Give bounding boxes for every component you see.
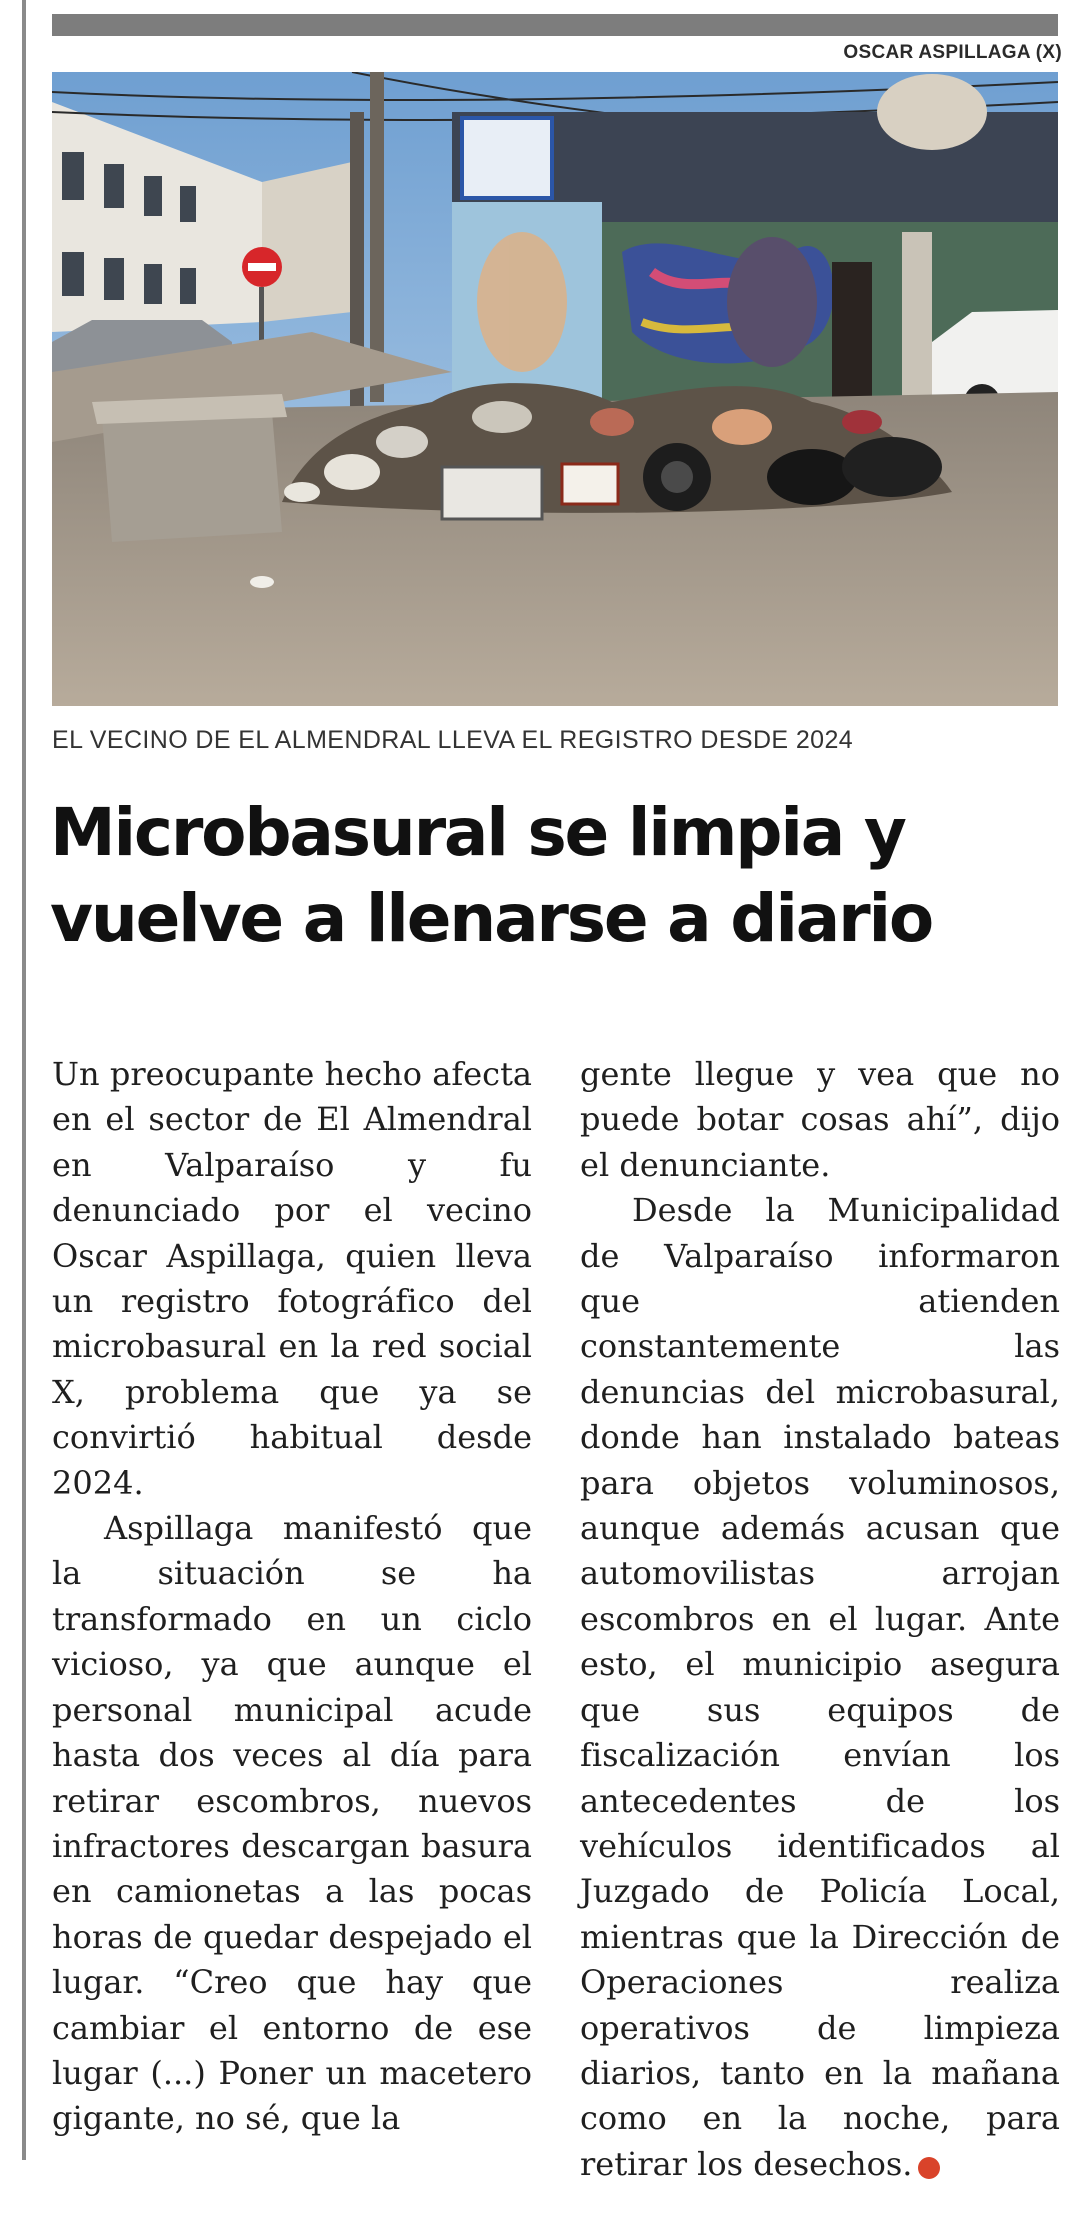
article-column-right	[580, 1052, 1060, 2187]
section-top-bar	[52, 14, 1058, 36]
street-garbage-illustration	[52, 72, 1058, 706]
article-headline: Microbasural se limpia y vuelve a llenarse a diario	[50, 794, 933, 957]
photo-caption: EL VECINO DE EL ALMENDRAL LLEVA EL REGISTRO DESDE 2024	[52, 726, 854, 754]
page-left-rule	[22, 0, 26, 2160]
article-column-left	[52, 1052, 532, 2142]
paragraph: gente llegue y vea que no puede botar cosas ahí”, dijo el denunciante.	[580, 1055, 1060, 1184]
paragraph-last	[580, 1188, 1060, 2187]
end-of-article-icon: ✪	[918, 2157, 940, 2179]
paragraph: Aspillaga manifestó que la situación se ha transformado en un ciclo vicioso, ya que aunque el personal municipal acude hasta dos veces al día para retirar escombros, nuevos infractores descargan basura en camionetas a las pocas horas de quedar despejado el lugar. “Creo que hay que cambiar el entorno de ese lugar (...) Poner un macetero gigante, no sé, que la	[52, 1509, 532, 2138]
photo-credit: OSCAR ASPILLAGA (X)	[843, 42, 1062, 63]
news-photo	[52, 72, 1058, 706]
paragraph-text: Desde la Municipalidad de Valparaíso informaron que atienden constantemente las denuncias del microbasural, donde han instalado bateas para objetos voluminosos, aunque además acusan que automovilistas arrojan escombros en el lugar. Ante esto, el municipio asegura que sus equipos de fiscalización envían los antecedentes de los vehículos identificados al Juzgado de Policía Local, mientras que la Dirección de Operaciones realiza operativos de limpieza diarios, tanto en la mañana como en la noche, para retirar los desechos.	[580, 1191, 1060, 2183]
paragraph: Un preocupante hecho afecta en el sector de El Almendral en Valparaíso y fu denunciado por el vecino Oscar Aspillaga, quien lleva un registro fotográfico del microbasural en la red social X, problema que ya se convirtió habitual desde 2024.	[52, 1055, 532, 1502]
